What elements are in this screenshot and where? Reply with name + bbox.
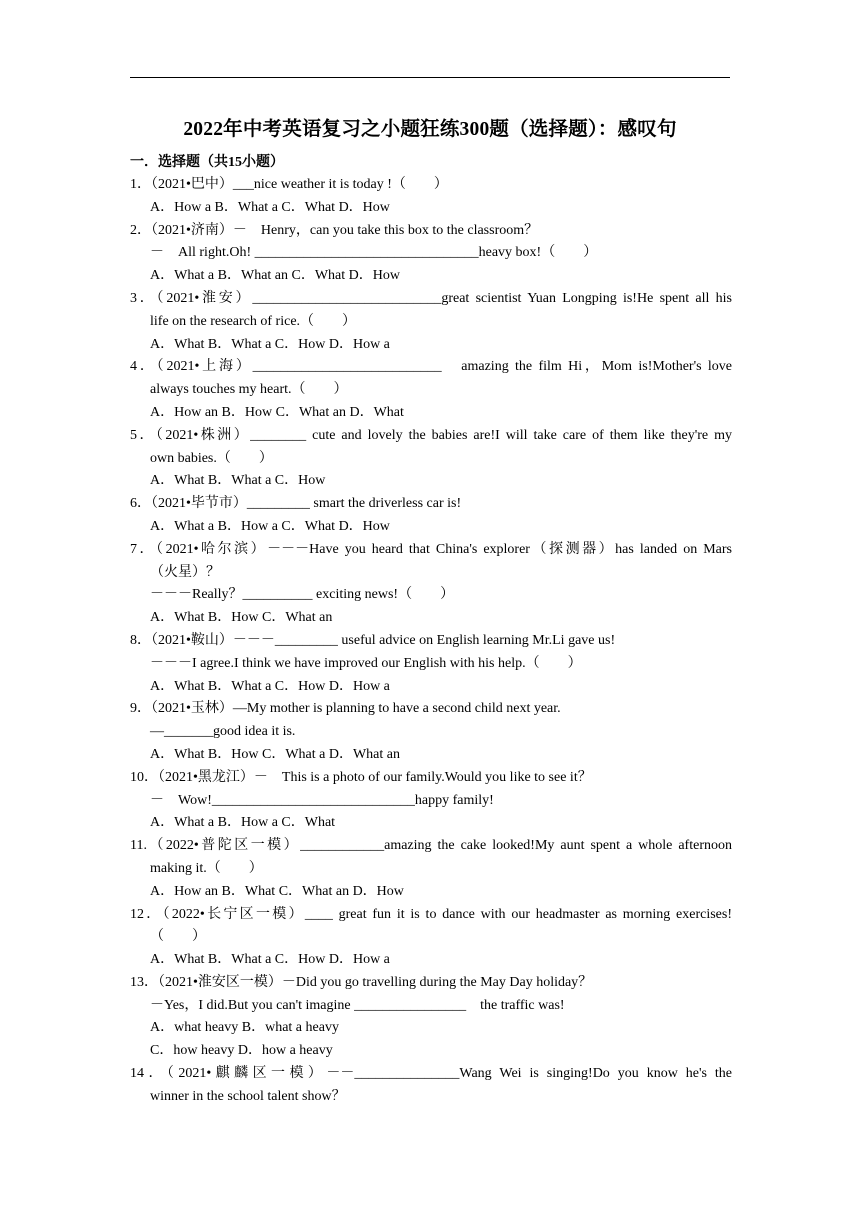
question-line: 2．（2021•济南）－ Henry，can you take this box to the classroom？ bbox=[130, 222, 539, 238]
answer-options: A．What B．What a C．How D．How a bbox=[150, 678, 390, 694]
answer-options: A．What B．What a C．How D．How a bbox=[150, 952, 390, 968]
header-rule bbox=[130, 77, 730, 78]
answer-options: A．How an B．How C．What an D．What bbox=[150, 404, 404, 420]
question-line: －－－Really？__________ exciting news!（ ） bbox=[150, 587, 455, 603]
question-line: 6．（2021•毕节市）_________ smart the driverless car is! bbox=[130, 496, 462, 512]
question-line: 1．（2021•巴中）___nice weather it is today !（ ） bbox=[130, 177, 448, 192]
question-line: 4．（2021•上海）___________________________ amazing the film Hi，Mom is!Mother's love bbox=[130, 359, 732, 375]
question-line: own babies.（ ） bbox=[150, 450, 273, 466]
question-line: 10．（2021•黑龙江）－ This is a photo of our family.Would you like to see it？ bbox=[130, 769, 592, 785]
answer-options: A．What a B．How a C．What D．How bbox=[150, 518, 390, 534]
question-line: － Wow!_____________________________happy family! bbox=[150, 792, 494, 808]
question-line: —_______good idea it is. bbox=[150, 724, 296, 740]
answer-options: C．how heavy D．how a heavy bbox=[150, 1043, 333, 1059]
question-line: （ ） bbox=[150, 929, 206, 945]
question-line: 13．（2021•淮安区一模）－Did you go travelling during the May Day holiday？ bbox=[130, 974, 593, 990]
question-line: making it.（ ） bbox=[150, 860, 263, 876]
question-line: －Yes，I did.But you can't imagine ________________ the traffic was! bbox=[150, 997, 565, 1013]
question-line: 3．（2021•淮安）___________________________great scientist Yuan Longping is!He spent all his bbox=[130, 290, 732, 306]
question-line: 14．（2021•麒麟区一模）－－_______________Wang Wei is singing!Do you know he's the bbox=[130, 1066, 732, 1082]
answer-options: A．What a B．How a C．What bbox=[150, 815, 336, 831]
question-line: 8．（2021•鞍山）－－－_________ useful advice on English learning Mr.Li gave us! bbox=[130, 632, 616, 648]
question-line: －－－I agree.I think we have improved our English with his help.（ ） bbox=[150, 655, 582, 671]
question-line: － All right.Oh! ________________________________heavy box!（ ） bbox=[150, 245, 598, 261]
answer-options: A．How an B．What C．What an D．How bbox=[150, 883, 404, 899]
question-line: 9．（2021•玉林）—My mother is planning to have a second child next year. bbox=[130, 701, 561, 717]
page-title: 2022年中考英语复习之小题狂练300题（选择题）：感叹句 bbox=[183, 119, 677, 140]
question-line: （火星）？ bbox=[150, 564, 220, 580]
answer-options: A．what heavy B．what a heavy bbox=[150, 1020, 339, 1036]
question-line: 7．（2021•哈尔滨）－－－Have you heard that China's explorer（探测器）has landed on Mars bbox=[130, 541, 732, 557]
question-line: winner in the school talent show？ bbox=[150, 1088, 346, 1104]
section-heading: 一．选择题（共15小题） bbox=[130, 155, 284, 170]
question-list bbox=[130, 174, 732, 1109]
question-line: life on the research of rice.（ ） bbox=[150, 313, 357, 329]
question-line: 11.（2022•普陀区一模）____________amazing the cake looked!My aunt spent a whole afternoon bbox=[130, 838, 732, 854]
answer-options: A．What B．How C．What a D．What an bbox=[150, 746, 400, 762]
answer-options: A．What a B．What an C．What D．How bbox=[150, 268, 400, 284]
answer-options: A．What B．What a C．How bbox=[150, 473, 326, 489]
answer-options: A．How a B．What a C．What D．How bbox=[150, 199, 390, 215]
answer-options: A．What B．What a C．How D．How a bbox=[150, 336, 390, 352]
question-line: 12．（2022•长宁区一模）____ great fun it is to dance with our headmaster as morning exercises! bbox=[130, 906, 732, 922]
question-line: 5．（2021•株洲）________ cute and lovely the babies are!I will take care of them like they're my bbox=[130, 427, 732, 443]
answer-options: A．What B．How C．What an bbox=[150, 610, 333, 626]
question-line: always touches my heart.（ ） bbox=[150, 382, 348, 398]
